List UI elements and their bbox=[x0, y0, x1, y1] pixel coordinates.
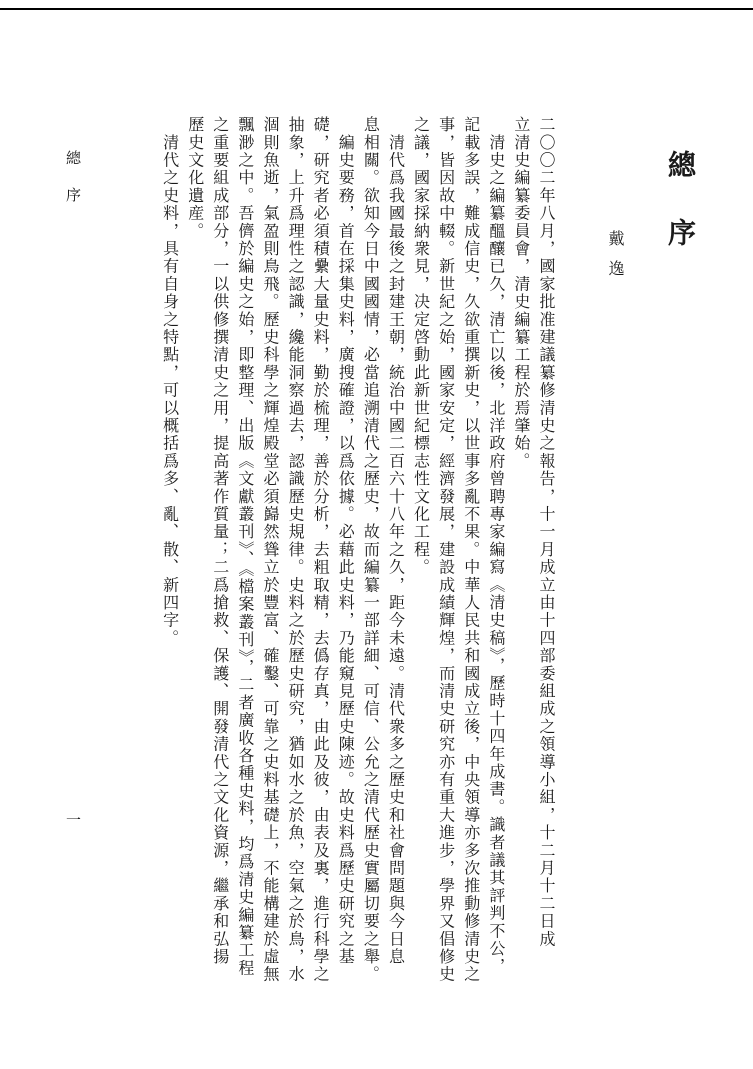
page-number: 一 bbox=[64, 812, 82, 827]
text-column: 二〇〇二年八月，國家批准建議纂修清史之報告，十一月成立由十四部委組成之領導小組，十二月十二日成 bbox=[537, 116, 556, 948]
text-column: 記載多誤，難成信史，久欲重撰新史，以世事多亂不果。中華人民共和國成立後，中央領導亦多次推動修清史之 bbox=[461, 116, 481, 984]
text-column: 編史要務，首在採集史料，廣搜確證，以爲依據。必藉此史料，乃能窺見歷史陳迹。故史料爲歷史研究之基 bbox=[336, 116, 356, 966]
text-column: 清代爲我國最後之封建王朝，統治中國二百六十八年之久，距今未遠。清代衆多之歷史和社會問題與今日息 bbox=[386, 116, 406, 966]
text-column: 事，皆因故中輟。新世紀之始，國家安定，經濟發展，建設成績輝煌，而清史研究亦有重大進步，學界又倡修史 bbox=[436, 116, 456, 984]
text-column: 立清史編纂委員會，清史編纂工程於焉肇始。 bbox=[511, 116, 531, 470]
text-column: 抽象，上升爲理性之認識，纔能洞察過去，認識歷史規律。史料之於歷史研究，猶如水之於魚，空氣之於鳥，水 bbox=[286, 116, 306, 984]
text-column: 清史之編纂醞釀已久，清亡以後，北洋政府曾聘專家編寫《清史稿》，歷時十四年成書。識者議其評判不公， bbox=[486, 116, 506, 976]
text-column: 涸則魚逝，氣盈則鳥飛。歷史科學之輝煌殿堂必須巋然聳立於豐富、確鑿、可靠之史料基礎上，不能構建於虛無 bbox=[260, 116, 280, 984]
author-name: 戴逸 bbox=[606, 230, 625, 290]
text-column: 之重要組成部分，一以供修撰清史之用，提高著作質量；二爲搶救、保護、開發清代之文化資源，繼承和弘揚 bbox=[210, 116, 230, 966]
text-column: 礎，研究者必須積纍大量史料，勤於梳理，善於分析，去粗取精，去僞存真，由此及彼，由表及裏，進行科學之 bbox=[311, 116, 331, 984]
text-column: 清代之史料，具有自身之特點，可以概括爲多、亂、散、新四字。 bbox=[160, 116, 180, 647]
text-column: 之議，國家採納衆見，决定啓動此新世紀標志性文化工程。 bbox=[411, 116, 431, 577]
running-head: 總序 bbox=[64, 150, 82, 224]
page-title: 總序 bbox=[664, 150, 697, 286]
text-column: 歷史文化遺産。 bbox=[185, 116, 205, 240]
text-column: 飄渺之中。吾儕於編史之始，即整理、出版《文獻叢刊》、《檔案叢刊》，二者廣收各種史料，均爲清史編纂工程 bbox=[235, 116, 255, 977]
body-text bbox=[134, 116, 559, 983]
text-column: 息相關。欲知今日中國國情，必當追溯清代之歷史，故而編纂一部詳細、可信、公允之清代歷史實屬切要之舉。 bbox=[361, 116, 381, 984]
top-rule bbox=[0, 8, 753, 10]
